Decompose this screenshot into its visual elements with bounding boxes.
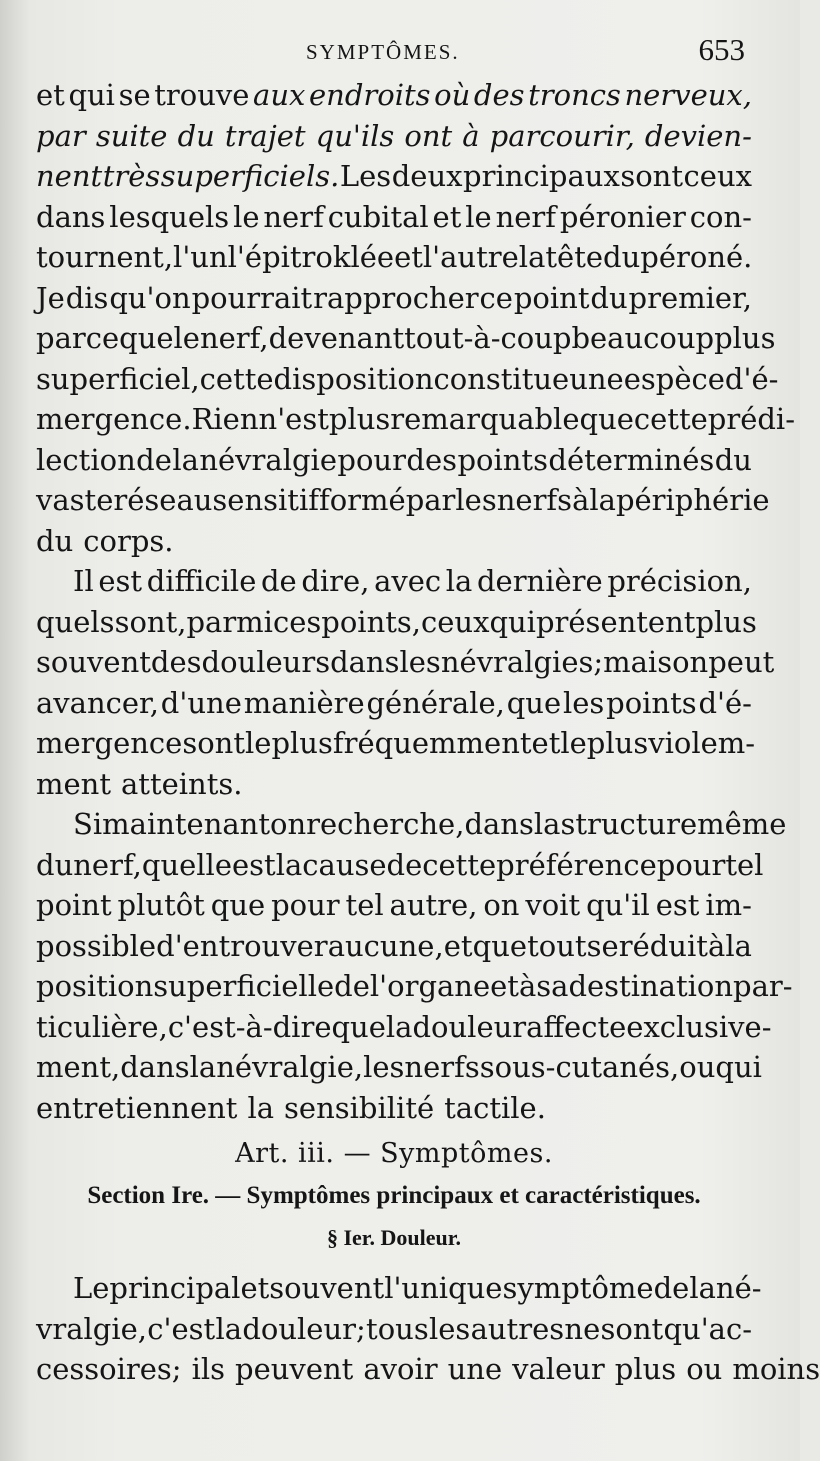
text-line: par suite du trajet qu'ils ont à parcourir, devien- (36, 118, 752, 153)
text-line: lection de la névralgie pour des points déterminés du (36, 442, 752, 477)
text-line: quels sont, parmi ces points, ceux qui présentent plus (36, 604, 757, 639)
text-line: Il est difficile de dire, avec la dernière précision, (73, 564, 752, 598)
text-line: ticulière, c'est-à-dire que la douleur affecte exclusive- (36, 1009, 772, 1044)
text-line: parce que le nerf, devenant tout-à-coup beaucoup plus (36, 321, 776, 355)
text-line: point plutôt que pour tel autre, on voit qu'il est im- (36, 888, 752, 922)
text-line: et qui se trouve aux endroits où des troncs nerveux, (36, 78, 752, 112)
text-line: avancer, d'une manière générale, que les points d'é- (36, 685, 752, 720)
page-header (0, 30, 800, 70)
text-line: Le principal et souvent l'unique symptôme de la né- (73, 1271, 762, 1305)
text-line: cessoires; ils peuvent avoir une valeur plus ou moins (36, 1352, 820, 1386)
text-line: vralgie, c'est la douleur; tous les autres ne sont qu'ac- (36, 1311, 752, 1346)
paragraph-3 (36, 804, 793, 1128)
paragraph-1 (36, 75, 796, 561)
text-line: dans lesquels le nerf cubital et le nerf péronier con- (36, 199, 752, 234)
text-line: du nerf, quelle est la cause de cette préférence pour tel (36, 847, 764, 882)
text-line: du corps. (36, 523, 174, 558)
text-line: nent très superficiels. Les deux principaux sont ceux (36, 159, 752, 193)
text-line: Si maintenant on recherche, dans la structure même (73, 807, 787, 841)
body-text (36, 75, 820, 1390)
text-line: souvent des douleurs dans les névralgies; mais on peut (36, 645, 775, 679)
text-line: possible d'en trouver aucune, et que tout se réduit à la (36, 928, 752, 963)
text-line: Je dis qu'on pourrait rapprocher ce point du premier, (36, 280, 752, 315)
article-heading: Art. iii. — Symptômes. (235, 1138, 553, 1169)
paragraph-2 (36, 561, 775, 804)
section-heading: Section Ire. — Symptômes principaux et caractéristiques. (87, 1182, 701, 1209)
page-number: 653 (698, 32, 745, 67)
text-line: entretiennent la sensibilité tactile. (36, 1090, 546, 1125)
text-line: mergence. Rien n'est plus remarquable que cette prédi- (36, 402, 796, 436)
running-head: SYMPTÔMES. (306, 40, 460, 64)
paragraph-heading: § Ier. Douleur. (326, 1225, 462, 1250)
text-line: vaste réseau sensitif formé par les nerfs à la périphérie (36, 483, 770, 517)
text-line: ment atteints. (36, 766, 243, 801)
paragraph-4 (36, 1268, 820, 1390)
text-line: tournent, l'un l'épitroklée et l'autre la tête du péroné. (36, 240, 753, 274)
text-line: mergence sont le plus fréquemment et le plus violem- (36, 726, 756, 760)
text-line: superficiel, cette disposition constitue une espèce d'é- (36, 361, 779, 396)
text-line: position superficielle de l'organe et à sa destination par- (36, 969, 793, 1003)
text-line: ment, dans la névralgie, les nerfs sous-cutanés, ou qui (36, 1050, 762, 1084)
